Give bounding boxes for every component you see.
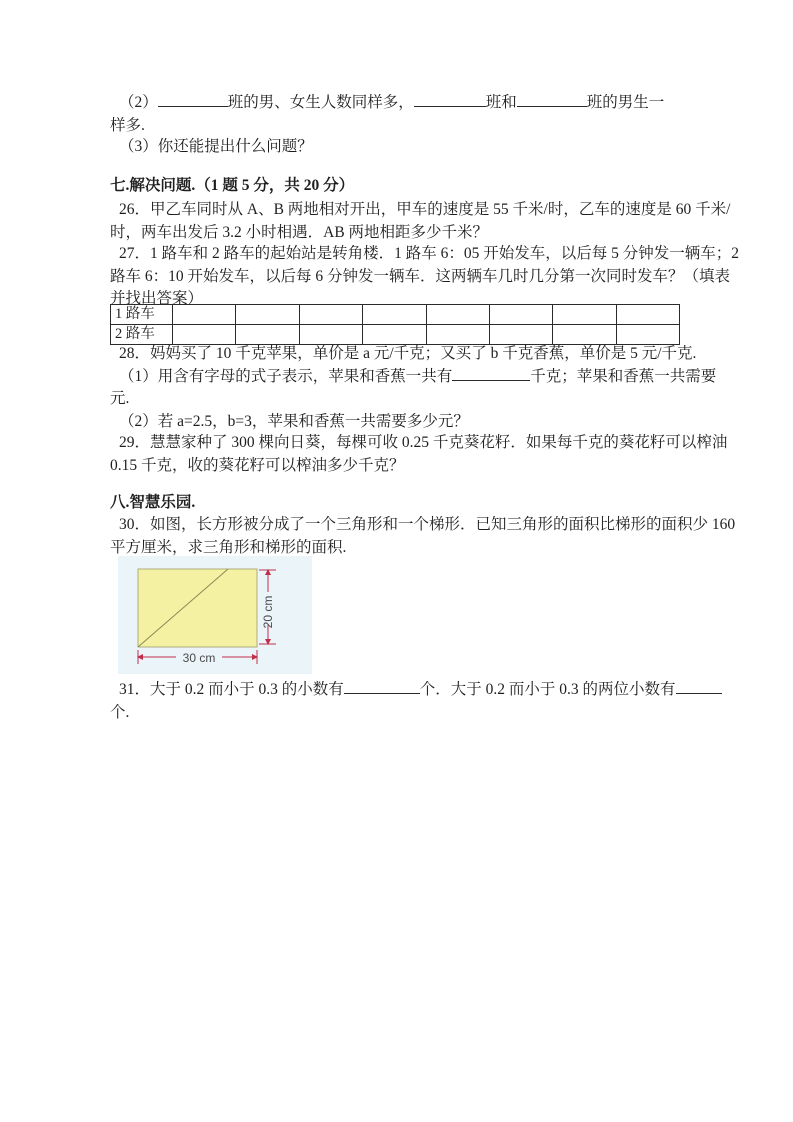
question-26-line-2: 时，两车出发后 3.2 小时相遇．AB 两地相距多少千米？ [110, 223, 489, 241]
bus-table-empty-cell [553, 305, 616, 325]
question-2-line-1: （2） 班的男、女生人数同样多， 班和 班的男生一 [119, 94, 665, 111]
question-30-line-1: 30．如图，长方形被分成了一个三角形和一个梯形．已知三角形的面积比梯形的面积少 160 [119, 516, 736, 533]
question-3-line: （3）你还能提出什么问题？ [119, 138, 313, 155]
bus-table-empty-cell [616, 325, 679, 345]
question-29 [110, 432, 728, 477]
question-2 [110, 92, 710, 137]
bus-table-row-1-label: 1 路车 [111, 305, 173, 325]
question-28-line-3: 元. [110, 390, 130, 407]
question-3 [110, 136, 710, 159]
fill-in-blank [676, 680, 722, 694]
bus-table-empty-cell [173, 325, 236, 345]
question-26-line-1: 26．甲乙车同时从 A、B 两地相对开出，甲车的速度是 55 千米/时，乙车的速度是 60 千米/ [119, 201, 731, 218]
bus-table-empty-cell [363, 305, 426, 325]
bus-table-empty-cell [616, 305, 679, 325]
rectangle-shape [138, 569, 257, 647]
question-27-line-1: 27．1 路车和 2 路车的起始站是转角楼．1 路车 6：05 开始发车，以后每 5 分钟发一辆车；2 [119, 245, 740, 262]
question-30 [110, 514, 736, 559]
question-28-line-1: 28．妈妈买了 10 千克苹果，单价是 a 元/千克；又买了 b 千克香蕉，单价是 5 元/千克. [119, 345, 697, 362]
bus-table [110, 304, 680, 345]
width-dimension-label: 30 cm [182, 651, 216, 665]
question-30-line-2: 平方厘米，求三角形和梯形的面积. [110, 538, 347, 556]
question-29-line-1: 29．慧慧家种了 300 棵向日葵，每棵可收 0.25 千克葵花籽．如果每千克的葵花籽可以榨油 [119, 434, 728, 451]
question-27 [110, 243, 740, 311]
section-8-title: 八.智慧乐园. [110, 494, 196, 511]
section-7-title: 七.解决问题.（1 题 5 分，共 20 分） [110, 177, 355, 194]
bus-table-empty-cell [299, 325, 362, 345]
bus-table-wrapper [110, 304, 710, 345]
bus-table-empty-cell [236, 325, 299, 345]
fill-in-blank [158, 93, 228, 107]
bus-table-empty-cell [489, 305, 552, 325]
section-7-header [110, 175, 710, 198]
bus-table-empty-cell [489, 325, 552, 345]
question-31-line-2: 个. [110, 703, 130, 721]
question-28 [110, 343, 717, 433]
height-dimension-label: 20 cm [261, 595, 275, 629]
fill-in-blank [517, 93, 587, 107]
question-28-line-4: （2）若 a=2.5，b=3，苹果和香蕉一共需要多少元？ [119, 412, 469, 430]
question-31-line-1: 31．大于 0.2 而小于 0.3 的小数有 个．大于 0.2 而小于 0.3 的两位小数有 [110, 679, 710, 702]
question-2-line-2: 样多. [110, 116, 145, 134]
geometry-figure [118, 556, 312, 674]
bus-table-empty-cell [426, 325, 489, 345]
question-28-line-2: （1）用含有字母的式子表示，苹果和香蕉一共有 千克；苹果和香蕉一共需要 [119, 367, 717, 385]
bus-table-empty-cell [363, 325, 426, 345]
question-27-line-2: 路车 6：10 开始发车，以后每 6 分钟发一辆车．这两辆车几时几分第一次同时发车？（填表 [110, 267, 731, 285]
question-27-line-3: 并找出答案） [110, 290, 204, 307]
question-26 [110, 199, 731, 244]
bus-table-row-2-label: 2 路车 [111, 325, 173, 345]
fill-in-blank [452, 367, 530, 381]
bus-table-row-2 [111, 325, 680, 345]
question-31 [110, 679, 710, 724]
section-8-header [110, 492, 710, 515]
question-29-line-2: 0.15 千克，收的葵花籽可以榨油多少千克？ [110, 456, 405, 474]
bus-table-empty-cell [553, 325, 616, 345]
bus-table-row-1 [111, 305, 680, 325]
bus-table-empty-cell [426, 305, 489, 325]
bus-table-empty-cell [236, 305, 299, 325]
bus-table-empty-cell [173, 305, 236, 325]
fill-in-blank [344, 680, 420, 694]
bus-table-empty-cell [299, 305, 362, 325]
fill-in-blank [414, 93, 486, 107]
